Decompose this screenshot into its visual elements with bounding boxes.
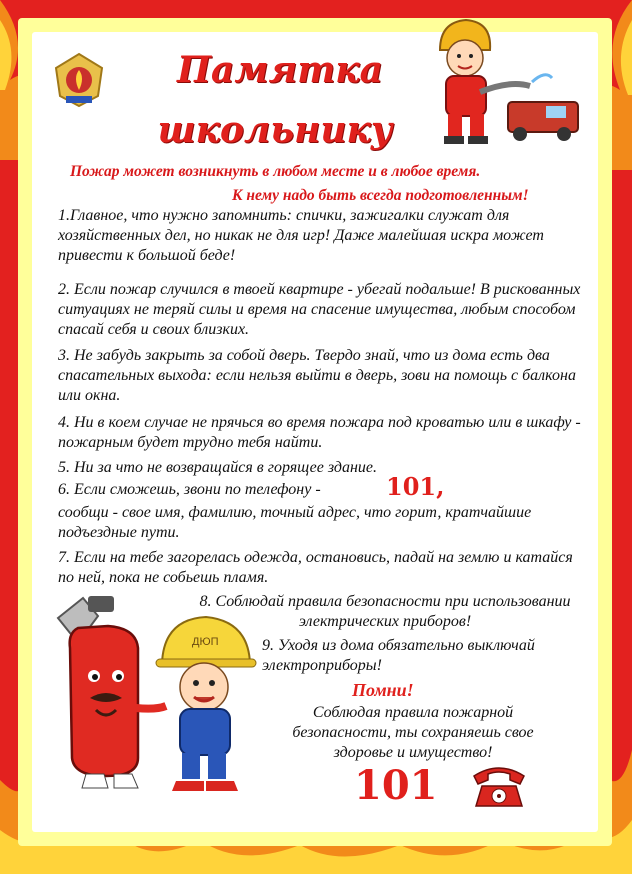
kid-helmet-text: ДЮП [192,636,219,648]
remember-heading: Помни! [352,680,414,700]
title-line-2: школьнику [157,109,393,151]
emergency-number: 101 [354,762,438,809]
rule-7: 7. Если на тебе загорелась одежда, остановись, падай на землю и катайся по ней, пока не собьешь пламя. [58,549,573,586]
rule-6-prefix: 6. Если сможешь, звони по телефону - [58,481,321,498]
rule-3: 3. Не забудь закрыть за собой дверь. Твердо знай, что из дома есть два спасательных выхода: если нельзя выйти в дверь, зови на помощь с балкона или окна. [58,347,576,404]
subtitle-line-1: Пожар может возникнуть в любом месте и в любое время. [70,163,481,180]
fire-emblem-icon [52,52,106,108]
rule-1: 1.Главное, что нужно запомнить: спички, зажигалки служат для хозяйственных дел, но никак не для игр! Даже малейшая искра может привести к большой беде! [58,207,544,264]
rule-8: 8. Соблюдай правила безопасности при использовании электрических приборов! [199,593,571,630]
title-line-1: Памятка [177,49,383,91]
rule-4: 4. Ни в коем случае не прячься во время пожара под кроватью или в шкафу - пожарным будет трудно тебя найти. [58,414,581,451]
final-note: Соблюдая правила пожарной безопасности, ты сохраняешь свое здоровье и имущество! [292,704,534,761]
rule-2: 2. Если пожар случился в твоей квартире - убегай подальше! В рискованных ситуациях не теряй силы и время на спасение имущества, любым способом спасай себя и своих близких. [58,281,581,338]
firefighter-kid-icon [420,10,585,150]
red-telephone-icon [470,762,528,808]
rule-5: 5. Ни за что не возвращайся в горящее здание. [58,459,378,476]
rule-6-phone-number: 101, [386,472,445,501]
subtitle-line-2: К нему надо быть всегда подготовленным! [232,187,529,204]
helmet-kid-icon [150,605,260,800]
rule-9: 9. Уходя из дома обязательно выключай электроприборы! [262,637,535,674]
rule-6-rest: сообщи - свое имя, фамилию, точный адрес, что горит, кратчайшие подъездные пути. [58,504,532,541]
